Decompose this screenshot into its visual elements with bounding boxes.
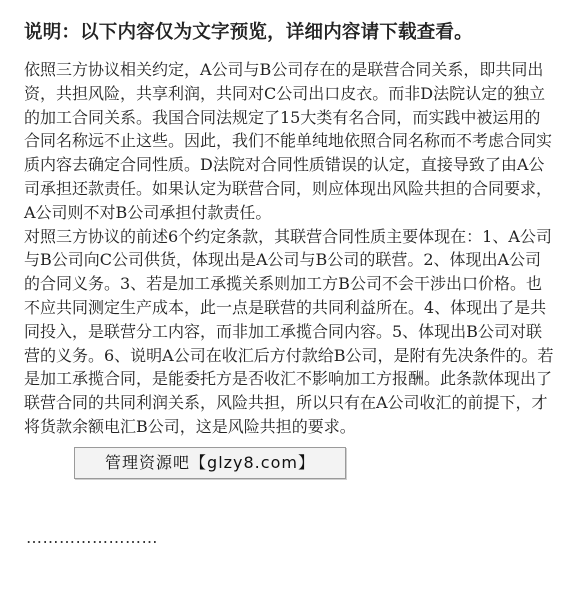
preview-notice: 说明：以下内容仅为文字预览，详细内容请下载查看。 bbox=[24, 22, 473, 43]
document-body bbox=[24, 58, 556, 439]
paragraph-2: 对照三方协议的前述6个约定条款，其联营合同性质主要体现在：1、A公司与B公司向C公司供货，体现出是A公司与B公司的联营。2、体现出A公司的合同义务。3、若是加工承揽关系则加工方B公司不会干涉出口价格。也不应共同测定生产成本，此一点是联营的共同利益所在。4、体现出了是共同投入，是联营分工内容，而非加工承揽合同内容。5、体现出B公司对联营的义务。6、说明A公司在收汇后方付款给B公司，是附有先决条件的。若是加工承揽合同，是能委托方是否收汇不影响加工方报酬。此条款体现出了联营合同的共同利润关系，风险共担，所以只有在A公司收汇的前提下，才将货款余额电汇B公司，这是风险共担的要求。 bbox=[24, 226, 554, 436]
continuation-ellipsis: …………………… bbox=[26, 528, 158, 547]
paragraph-1: 依照三方协议相关约定，A公司与B公司存在的是联营合同关系，即共同出资，共担风险，共享利润，共同对C公司出口皮衣。而非D法院认定的独立的加工合同关系。我国合同法规定了15大类有名合同，而实践中被运用的合同名称远不止这些。因此，我们不能单纯地依照合同名称而不考虑合同实质内容去确定合同性质。D法院对合同性质错误的认定，直接导致了由A公司承担还款责任。如果认定为联营合同，则应体现出风险共担的合同要求，A公司则不对B公司承担付款责任。 bbox=[24, 60, 553, 222]
site-watermark: 管理资源吧【glzy8.com】 bbox=[74, 447, 346, 479]
